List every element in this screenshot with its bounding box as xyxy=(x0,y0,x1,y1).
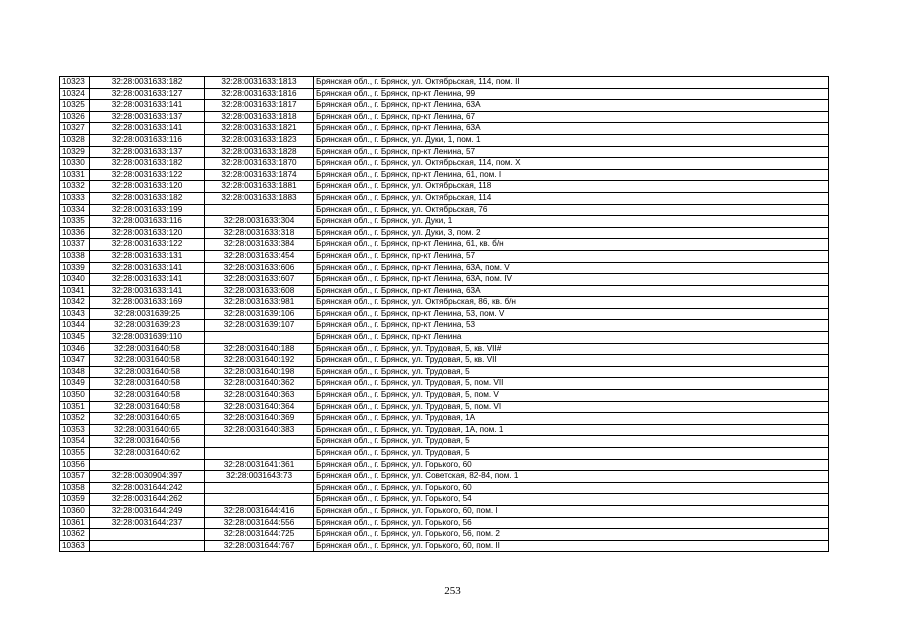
address-cell: Брянская обл., г. Брянск, ул. Октябрьская, 76 xyxy=(314,204,829,216)
row-number-cell: 10324 xyxy=(60,88,90,100)
row-number-cell: 10337 xyxy=(60,239,90,251)
table-row xyxy=(60,494,829,506)
parcel-cadastral-cell xyxy=(90,529,205,541)
address-cell: Брянская обл., г. Брянск, ул. Горького, 60 xyxy=(314,459,829,471)
row-number-cell: 10360 xyxy=(60,505,90,517)
object-cadastral-cell xyxy=(205,204,314,216)
address-cell: Брянская обл., г. Брянск, пр-кт Ленина, 61, пом. I xyxy=(314,169,829,181)
parcel-cadastral-cell: 32:28:0031633:116 xyxy=(90,216,205,228)
object-cadastral-cell: 32:28:0031633:1828 xyxy=(205,146,314,158)
address-cell: Брянская обл., г. Брянск, ул. Октябрьская, 114, пом. X xyxy=(314,158,829,170)
table-row xyxy=(60,88,829,100)
parcel-cadastral-cell: 32:28:0031633:141 xyxy=(90,274,205,286)
parcel-cadastral-cell: 32:28:0031633:182 xyxy=(90,158,205,170)
table-row xyxy=(60,505,829,517)
table-row xyxy=(60,401,829,413)
object-cadastral-cell: 32:28:0031644:416 xyxy=(205,505,314,517)
table-row xyxy=(60,413,829,425)
row-number-cell: 10334 xyxy=(60,204,90,216)
row-number-cell: 10356 xyxy=(60,459,90,471)
row-number-cell: 10353 xyxy=(60,424,90,436)
table-row xyxy=(60,459,829,471)
object-cadastral-cell: 32:28:0031644:556 xyxy=(205,517,314,529)
address-cell: Брянская обл., г. Брянск, ул. Дуки, 3, пом. 2 xyxy=(314,227,829,239)
address-cell: Брянская обл., г. Брянск, пр-кт Ленина, 63А xyxy=(314,123,829,135)
parcel-cadastral-cell: 32:28:0031633:137 xyxy=(90,146,205,158)
table-row xyxy=(60,146,829,158)
parcel-cadastral-cell: 32:28:0031640:58 xyxy=(90,355,205,367)
row-number-cell: 10359 xyxy=(60,494,90,506)
row-number-cell: 10333 xyxy=(60,192,90,204)
table-row xyxy=(60,308,829,320)
table-row xyxy=(60,181,829,193)
address-cell: Брянская обл., г. Брянск, ул. Трудовая, 5 xyxy=(314,448,829,460)
object-cadastral-cell: 32:28:0031639:106 xyxy=(205,308,314,320)
object-cadastral-cell: 32:28:0031641:361 xyxy=(205,459,314,471)
table-row xyxy=(60,297,829,309)
parcel-cadastral-cell: 32:28:0031640:65 xyxy=(90,424,205,436)
parcel-cadastral-cell: 32:28:0031640:58 xyxy=(90,401,205,413)
parcel-cadastral-cell: 32:28:0031639:23 xyxy=(90,320,205,332)
table-row xyxy=(60,216,829,228)
row-number-cell: 10326 xyxy=(60,111,90,123)
object-cadastral-cell: 32:28:0031633:1823 xyxy=(205,134,314,146)
object-cadastral-cell: 32:28:0031633:318 xyxy=(205,227,314,239)
address-cell: Брянская обл., г. Брянск, ул. Трудовая, 5, кв. VII xyxy=(314,355,829,367)
parcel-cadastral-cell: 32:28:0031640:56 xyxy=(90,436,205,448)
parcel-cadastral-cell xyxy=(90,540,205,552)
parcel-cadastral-cell: 32:28:0031644:237 xyxy=(90,517,205,529)
parcel-cadastral-cell: 32:28:0031633:199 xyxy=(90,204,205,216)
object-cadastral-cell xyxy=(205,494,314,506)
row-number-cell: 10344 xyxy=(60,320,90,332)
parcel-cadastral-cell: 32:28:0031640:58 xyxy=(90,343,205,355)
parcel-cadastral-cell: 32:28:0031633:120 xyxy=(90,227,205,239)
parcel-cadastral-cell: 32:28:0031640:65 xyxy=(90,413,205,425)
table-row xyxy=(60,390,829,402)
object-cadastral-cell: 32:28:0031633:606 xyxy=(205,262,314,274)
object-cadastral-cell: 32:28:0031640:192 xyxy=(205,355,314,367)
table-row xyxy=(60,424,829,436)
address-cell: Брянская обл., г. Брянск, пр-кт Ленина, 63А, пом. IV xyxy=(314,274,829,286)
object-cadastral-cell: 32:28:0031633:384 xyxy=(205,239,314,251)
row-number-cell: 10354 xyxy=(60,436,90,448)
parcel-cadastral-cell: 32:28:0031633:169 xyxy=(90,297,205,309)
address-cell: Брянская обл., г. Брянск, ул. Горького, 60, пом. II xyxy=(314,540,829,552)
object-cadastral-cell: 32:28:0031633:1818 xyxy=(205,111,314,123)
parcel-cadastral-cell: 32:28:0031633:182 xyxy=(90,77,205,89)
object-cadastral-cell xyxy=(205,482,314,494)
address-cell: Брянская обл., г. Брянск, пр-кт Ленина, 63А xyxy=(314,285,829,297)
table-row xyxy=(60,448,829,460)
table-row xyxy=(60,262,829,274)
row-number-cell: 10329 xyxy=(60,146,90,158)
object-cadastral-cell: 32:28:0031633:1816 xyxy=(205,88,314,100)
table-row xyxy=(60,100,829,112)
registry-table xyxy=(59,76,829,552)
row-number-cell: 10349 xyxy=(60,378,90,390)
object-cadastral-cell: 32:28:0031640:383 xyxy=(205,424,314,436)
object-cadastral-cell: 32:28:0031640:363 xyxy=(205,390,314,402)
parcel-cadastral-cell: 32:28:0031640:58 xyxy=(90,366,205,378)
table-row xyxy=(60,227,829,239)
table-row xyxy=(60,239,829,251)
object-cadastral-cell: 32:28:0031644:767 xyxy=(205,540,314,552)
table-row xyxy=(60,343,829,355)
object-cadastral-cell xyxy=(205,436,314,448)
row-number-cell: 10323 xyxy=(60,77,90,89)
object-cadastral-cell: 32:28:0031633:304 xyxy=(205,216,314,228)
address-cell: Брянская обл., г. Брянск, ул. Трудовая, 5 xyxy=(314,366,829,378)
address-cell: Брянская обл., г. Брянск, ул. Трудовая, 5 xyxy=(314,436,829,448)
table-row xyxy=(60,134,829,146)
table-row xyxy=(60,285,829,297)
table-row xyxy=(60,540,829,552)
table-row xyxy=(60,529,829,541)
object-cadastral-cell: 32:28:0031640:369 xyxy=(205,413,314,425)
object-cadastral-cell: 32:28:0031633:1883 xyxy=(205,192,314,204)
parcel-cadastral-cell: 32:28:0031633:137 xyxy=(90,111,205,123)
table-row xyxy=(60,204,829,216)
object-cadastral-cell: 32:28:0031633:1874 xyxy=(205,169,314,181)
parcel-cadastral-cell: 32:28:0031633:122 xyxy=(90,169,205,181)
row-number-cell: 10330 xyxy=(60,158,90,170)
parcel-cadastral-cell: 32:28:0031639:110 xyxy=(90,332,205,344)
address-cell: Брянская обл., г. Брянск, пр-кт Ленина, 63А, пом. V xyxy=(314,262,829,274)
object-cadastral-cell xyxy=(205,448,314,460)
parcel-cadastral-cell: 32:28:0031644:262 xyxy=(90,494,205,506)
address-cell: Брянская обл., г. Брянск, ул. Горького, 54 xyxy=(314,494,829,506)
table-row xyxy=(60,471,829,483)
row-number-cell: 10350 xyxy=(60,390,90,402)
parcel-cadastral-cell: 32:28:0031640:58 xyxy=(90,390,205,402)
table-row xyxy=(60,436,829,448)
row-number-cell: 10351 xyxy=(60,401,90,413)
address-cell: Брянская обл., г. Брянск, ул. Октябрьская, 86, кв. б/н xyxy=(314,297,829,309)
table-row xyxy=(60,111,829,123)
parcel-cadastral-cell: 32:28:0031633:141 xyxy=(90,285,205,297)
table-row xyxy=(60,274,829,286)
row-number-cell: 10347 xyxy=(60,355,90,367)
address-cell: Брянская обл., г. Брянск, ул. Октябрьская, 114, пом. II xyxy=(314,77,829,89)
object-cadastral-cell: 32:28:0031633:981 xyxy=(205,297,314,309)
address-cell: Брянская обл., г. Брянск, пр-кт Ленина, 57 xyxy=(314,146,829,158)
object-cadastral-cell: 32:28:0031639:107 xyxy=(205,320,314,332)
address-cell: Брянская обл., г. Брянск, пр-кт Ленина, 53 xyxy=(314,320,829,332)
table-row xyxy=(60,169,829,181)
row-number-cell: 10358 xyxy=(60,482,90,494)
row-number-cell: 10355 xyxy=(60,448,90,460)
row-number-cell: 10340 xyxy=(60,274,90,286)
row-number-cell: 10348 xyxy=(60,366,90,378)
parcel-cadastral-cell: 32:28:0031633:116 xyxy=(90,134,205,146)
table-row xyxy=(60,320,829,332)
address-cell: Брянская обл., г. Брянск, пр-кт Ленина, 99 xyxy=(314,88,829,100)
object-cadastral-cell: 32:28:0031633:608 xyxy=(205,285,314,297)
table-row xyxy=(60,482,829,494)
parcel-cadastral-cell: 32:28:0031644:242 xyxy=(90,482,205,494)
object-cadastral-cell: 32:28:0031633:1817 xyxy=(205,100,314,112)
address-cell: Брянская обл., г. Брянск, ул. Трудовая, 5, кв. VII# xyxy=(314,343,829,355)
address-cell: Брянская обл., г. Брянск, ул. Октябрьская, 114 xyxy=(314,192,829,204)
row-number-cell: 10345 xyxy=(60,332,90,344)
address-cell: Брянская обл., г. Брянск, ул. Горького, 56, пом. 2 xyxy=(314,529,829,541)
address-cell: Брянская обл., г. Брянск, ул. Дуки, 1, пом. 1 xyxy=(314,134,829,146)
object-cadastral-cell: 32:28:0031633:607 xyxy=(205,274,314,286)
table-row xyxy=(60,77,829,89)
table-row xyxy=(60,250,829,262)
parcel-cadastral-cell: 32:28:0031633:122 xyxy=(90,239,205,251)
row-number-cell: 10343 xyxy=(60,308,90,320)
object-cadastral-cell: 32:28:0031633:1813 xyxy=(205,77,314,89)
object-cadastral-cell: 32:28:0031643:73 xyxy=(205,471,314,483)
object-cadastral-cell: 32:28:0031633:1881 xyxy=(205,181,314,193)
page-number: 253 xyxy=(444,585,461,597)
registry-table-body xyxy=(60,77,829,552)
row-number-cell: 10327 xyxy=(60,123,90,135)
parcel-cadastral-cell: 32:28:0031633:141 xyxy=(90,100,205,112)
row-number-cell: 10352 xyxy=(60,413,90,425)
address-cell: Брянская обл., г. Брянск, ул. Дуки, 1 xyxy=(314,216,829,228)
row-number-cell: 10341 xyxy=(60,285,90,297)
table-row xyxy=(60,123,829,135)
row-number-cell: 10338 xyxy=(60,250,90,262)
object-cadastral-cell: 32:28:0031640:362 xyxy=(205,378,314,390)
address-cell: Брянская обл., г. Брянск, ул. Трудовая, 1А xyxy=(314,413,829,425)
table-row xyxy=(60,366,829,378)
object-cadastral-cell: 32:28:0031633:454 xyxy=(205,250,314,262)
parcel-cadastral-cell: 32:28:0031633:131 xyxy=(90,250,205,262)
parcel-cadastral-cell xyxy=(90,459,205,471)
address-cell: Брянская обл., г. Брянск, ул. Трудовая, 1А, пом. 1 xyxy=(314,424,829,436)
row-number-cell: 10335 xyxy=(60,216,90,228)
parcel-cadastral-cell: 32:28:0031633:141 xyxy=(90,262,205,274)
table-row xyxy=(60,517,829,529)
address-cell: Брянская обл., г. Брянск, пр-кт Ленина, 53, пом. V xyxy=(314,308,829,320)
parcel-cadastral-cell: 32:28:0030904:397 xyxy=(90,471,205,483)
object-cadastral-cell xyxy=(205,332,314,344)
table-row xyxy=(60,158,829,170)
row-number-cell: 10361 xyxy=(60,517,90,529)
address-cell: Брянская обл., г. Брянск, ул. Горького, 60 xyxy=(314,482,829,494)
address-cell: Брянская обл., г. Брянск, пр-кт Ленина, 57 xyxy=(314,250,829,262)
address-cell: Брянская обл., г. Брянск, ул. Советская, 82-84, пом. 1 xyxy=(314,471,829,483)
row-number-cell: 10363 xyxy=(60,540,90,552)
object-cadastral-cell: 32:28:0031640:188 xyxy=(205,343,314,355)
object-cadastral-cell: 32:28:0031633:1821 xyxy=(205,123,314,135)
parcel-cadastral-cell: 32:28:0031633:182 xyxy=(90,192,205,204)
table-row xyxy=(60,332,829,344)
object-cadastral-cell: 32:28:0031633:1870 xyxy=(205,158,314,170)
parcel-cadastral-cell: 32:28:0031633:141 xyxy=(90,123,205,135)
table-row xyxy=(60,192,829,204)
object-cadastral-cell: 32:28:0031640:364 xyxy=(205,401,314,413)
address-cell: Брянская обл., г. Брянск, ул. Горького, 60, пом. I xyxy=(314,505,829,517)
parcel-cadastral-cell: 32:28:0031639:25 xyxy=(90,308,205,320)
parcel-cadastral-cell: 32:28:0031644:249 xyxy=(90,505,205,517)
row-number-cell: 10336 xyxy=(60,227,90,239)
row-number-cell: 10328 xyxy=(60,134,90,146)
address-cell: Брянская обл., г. Брянск, ул. Горького, 56 xyxy=(314,517,829,529)
address-cell: Брянская обл., г. Брянск, ул. Трудовая, 5, пом. VI xyxy=(314,401,829,413)
address-cell: Брянская обл., г. Брянск, ул. Октябрьская, 118 xyxy=(314,181,829,193)
row-number-cell: 10332 xyxy=(60,181,90,193)
row-number-cell: 10362 xyxy=(60,529,90,541)
address-cell: Брянская обл., г. Брянск, пр-кт Ленина, 67 xyxy=(314,111,829,123)
address-cell: Брянская обл., г. Брянск, пр-кт Ленина, 61, кв. б/н xyxy=(314,239,829,251)
row-number-cell: 10357 xyxy=(60,471,90,483)
address-cell: Брянская обл., г. Брянск, пр-кт Ленина, 63А xyxy=(314,100,829,112)
object-cadastral-cell: 32:28:0031640:198 xyxy=(205,366,314,378)
row-number-cell: 10339 xyxy=(60,262,90,274)
row-number-cell: 10346 xyxy=(60,343,90,355)
row-number-cell: 10342 xyxy=(60,297,90,309)
address-cell: Брянская обл., г. Брянск, пр-кт Ленина xyxy=(314,332,829,344)
parcel-cadastral-cell: 32:28:0031640:58 xyxy=(90,378,205,390)
parcel-cadastral-cell: 32:28:0031633:120 xyxy=(90,181,205,193)
parcel-cadastral-cell: 32:28:0031640:62 xyxy=(90,448,205,460)
address-cell: Брянская обл., г. Брянск, ул. Трудовая, 5, пом. V xyxy=(314,390,829,402)
row-number-cell: 10325 xyxy=(60,100,90,112)
table-row xyxy=(60,355,829,367)
address-cell: Брянская обл., г. Брянск, ул. Трудовая, 5, пом. VII xyxy=(314,378,829,390)
table-row xyxy=(60,378,829,390)
object-cadastral-cell: 32:28:0031644:725 xyxy=(205,529,314,541)
row-number-cell: 10331 xyxy=(60,169,90,181)
parcel-cadastral-cell: 32:28:0031633:127 xyxy=(90,88,205,100)
